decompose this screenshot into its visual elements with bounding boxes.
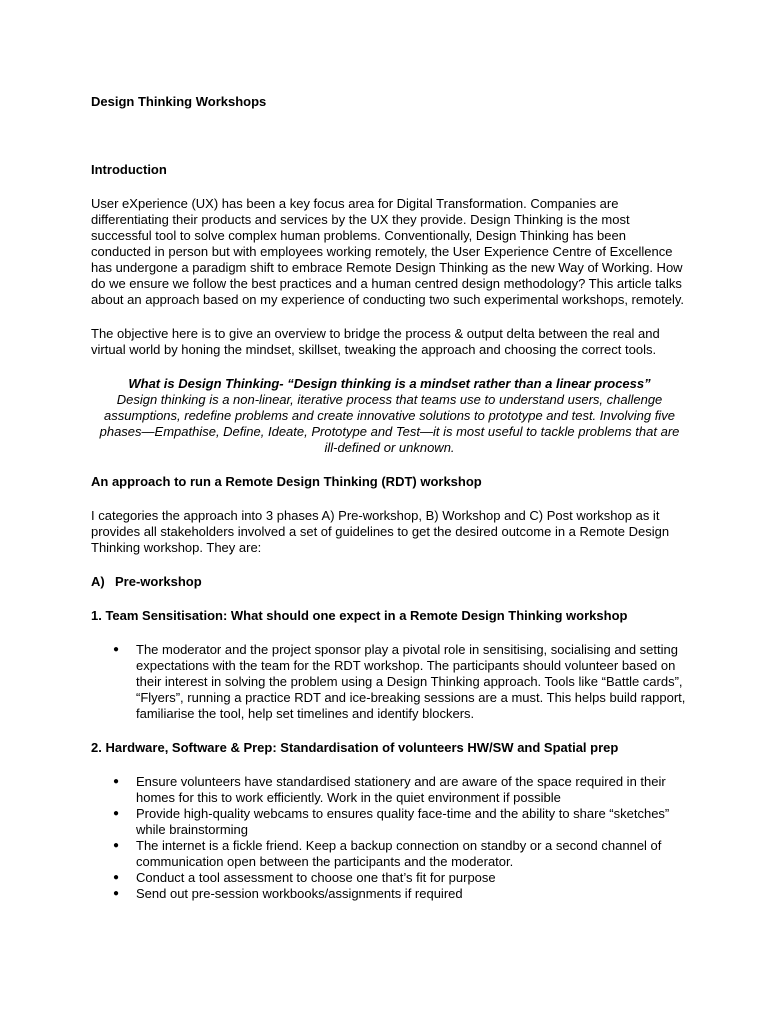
intro-paragraph-1: User eXperience (UX) has been a key focus area for Digital Transformation. Companies are differentiating their products and services by the UX they provide. Design Thinking is the most successful tool to solve complex human problems. Conventionally, Design Thinking has been conducted in person but with employees working remotely, the User Experience Centre of Excellence has undergone a paradigm shift to embrace Remote Design Thinking as the new Way of Working. How do we ensure we follow the best practices and a human centred design methodology? This article talks about an approach based on my experience of conducting two such experimental workshops, remotely. — [91, 196, 685, 307]
document-title: Design Thinking Workshops — [91, 94, 267, 109]
definition-quote — [91, 376, 688, 456]
list-item — [91, 642, 688, 722]
list-item-text: Send out pre-session workbooks/assignments if required — [136, 886, 463, 901]
approach-heading: An approach to run a Remote Design Thinking (RDT) workshop — [91, 474, 482, 489]
list-item — [91, 806, 688, 838]
list-item — [91, 774, 688, 806]
bullet-icon: ● — [113, 872, 120, 883]
phase-letter: A) — [91, 574, 105, 589]
section-2-heading: 2. Hardware, Software & Prep: Standardisation of volunteers HW/SW and Spatial prep — [91, 740, 619, 755]
list-item — [91, 886, 688, 902]
phase-a-heading — [91, 574, 688, 590]
intro-paragraph-2: The objective here is to give an overview to bridge the process & output delta between the real and virtual world by honing the mindset, skillset, tweaking the approach and choosing the correct tools. — [91, 326, 660, 357]
list-item-text: Provide high-quality webcams to ensures quality face-time and the ability to share “sketches” while brainstorming — [136, 806, 670, 837]
intro-heading: Introduction — [91, 162, 167, 177]
list-item-text: Conduct a tool assessment to choose one that’s fit for purpose — [136, 870, 496, 885]
list-item-text: The moderator and the project sponsor play a pivotal role in sensitising, socialising and setting expectations with the team for the RDT workshop. The participants should volunteer based on their interest in solving the problem using a Design Thinking approach. Tools like “Battle cards”, “Flyers”, running a practice RDT and ice-breaking sessions are a must. This helps build rapport, familiarise the tool, help set timelines and identify blockers. — [136, 642, 686, 721]
list-item — [91, 838, 688, 870]
list-item-text: Ensure volunteers have standardised stationery and are aware of the space required in their homes for this to work efficiently. Work in the quiet environment if possible — [136, 774, 666, 805]
bullet-icon: ● — [113, 888, 120, 899]
quote-heading: What is Design Thinking- “Design thinking is a mindset rather than a linear process” — [128, 376, 651, 391]
list-item — [91, 870, 688, 886]
bullet-icon: ● — [113, 808, 120, 819]
bullet-icon: ● — [113, 776, 120, 787]
section-1-heading: 1. Team Sensitisation: What should one expect in a Remote Design Thinking workshop — [91, 608, 628, 623]
section-1-list — [91, 642, 688, 722]
quote-body: Design thinking is a non-linear, iterative process that teams use to understand users, challenge assumptions, redefine problems and create innovative solutions to prototype and test. Involving five phases—Empathise, Define, Ideate, Prototype and Test—it is most useful to tackle problems that are ill-defined or unknown. — [99, 392, 680, 455]
section-2-list — [91, 774, 688, 902]
list-item-text: The internet is a fickle friend. Keep a backup connection on standby or a second channel of communication open between the participants and the moderator. — [136, 838, 662, 869]
approach-paragraph: I categories the approach into 3 phases A) Pre-workshop, B) Workshop and C) Post workshop as it provides all stakeholders involved a set of guidelines to get the desired outcome in a Remote Design Thinking workshop. They are: — [91, 508, 670, 555]
bullet-icon: ● — [113, 840, 120, 851]
phase-label: Pre-workshop — [115, 574, 202, 589]
bullet-icon: ● — [113, 644, 120, 655]
